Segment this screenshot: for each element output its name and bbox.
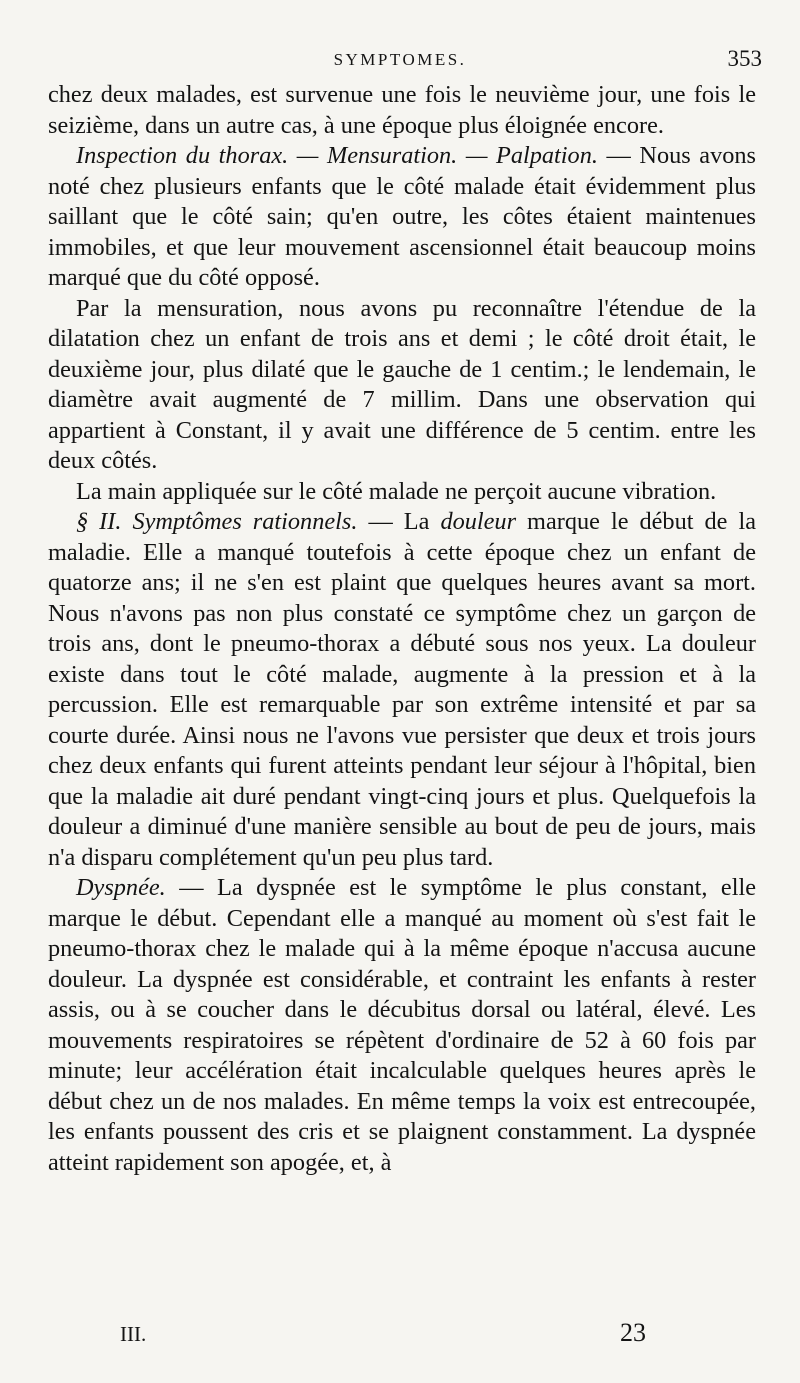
running-head (0, 46, 800, 78)
paragraph-inspection (48, 141, 756, 294)
runin-separator: — (165, 874, 217, 901)
paragraph-mensuration (48, 294, 756, 477)
runin-separator: — (357, 508, 404, 535)
paragraph-text: chez deux malades, est survenue une fois le neuvième jour, une fois le seizième, dans un autre cas, à une époque plus éloignée encore. (48, 81, 756, 139)
paragraph-text-lead: La (403, 508, 441, 535)
paragraph-symptomes-rationnels (48, 507, 756, 873)
sheet-number: 23 (620, 1318, 646, 1347)
body-text (48, 80, 756, 1178)
paragraph-dyspnee (48, 873, 756, 1178)
paragraph-text: Par la mensuration, nous avons pu reconnaître l'étendue de la dilatation chez un enfant de trois ans et demi ; le côté droit était, le deuxième jour, plus dilaté que le gauche de 1 centim.; le lendemain, le diamètre avait augmenté de 7 millim. Dans une observation qui appartient à Constant, il y avait une différence de 5 centim. entre les deux côtés. (48, 294, 756, 474)
section-runin-heading: Inspection du thorax. — Mensuration. — Palpation. (76, 142, 598, 169)
paragraph-palpation (48, 477, 756, 508)
page-footer (0, 1318, 800, 1350)
paragraph-text: Nous avons noté chez plusieurs enfants que le côté malade était évidemment plus saillant que le côté sain; qu'en outre, les côtes étaient maintenues immobiles, et que leur mouvement ascensionnel était beaucoup moins marqué que du côté opposé. (48, 142, 756, 291)
runin-separator: — (597, 142, 640, 169)
paragraph-text: La dyspnée est le symptôme le plus constant, elle marque le début. Cependant elle a manqué au moment où s'est fait le pneumo-thorax chez le malade qui à la même époque n'accusa aucune douleur. La dyspnée est considérable, et contraint les enfants à rester assis, ou à se coucher dans le décubitus dorsal ou latéral, élevé. Les mouvements respiratoires se répètent d'ordinaire de 52 à 60 fois par minute; leur accélération était incalculable quelques heures après le début chez un de nos malades. En même temps la voix est entrecoupée, les enfants poussent des cris et se plaignent constamment. La dyspnée atteint rapidement son apogée, et, à (48, 874, 756, 1176)
signature-mark: III. (120, 1322, 147, 1346)
emphasized-term: douleur (440, 508, 517, 535)
page-number: 353 (727, 46, 762, 71)
paragraph-text: marque le début de la maladie. Elle a manqué toutefois à cette époque chez un enfant de quatorze ans; il ne s'en est plaint que quelques heures avant sa mort. Nous n'avons pas non plus constaté ce symptôme chez un garçon de trois ans, dont le pneumo-thorax a débuté sous nos yeux. La douleur existe dans tout le côté malade, augmente à la pression et à la percussion. Elle est remarquable par son extrême intensité et par sa courte durée. Ainsi nous ne l'avons vue persister que deux et trois jours chez deux enfants qui furent atteints pendant leur séjour à l'hôpital, bien que la maladie ait duré pendant vingt-cinq jours et plus. Quelquefois la douleur a diminué d'une manière sensible au bout de peu de jours, mais n'a disparu complétement qu'un peu plus tard. (48, 508, 756, 871)
section-runin-heading: Dyspnée. (76, 874, 166, 901)
paragraph-text: La main appliquée sur le côté malade ne perçoit aucune vibration. (76, 477, 717, 505)
section-heading: § II. Symptômes rationnels. (76, 508, 358, 535)
paragraph-continuation (48, 80, 756, 141)
running-title: SYMPTOMES. (333, 50, 467, 69)
